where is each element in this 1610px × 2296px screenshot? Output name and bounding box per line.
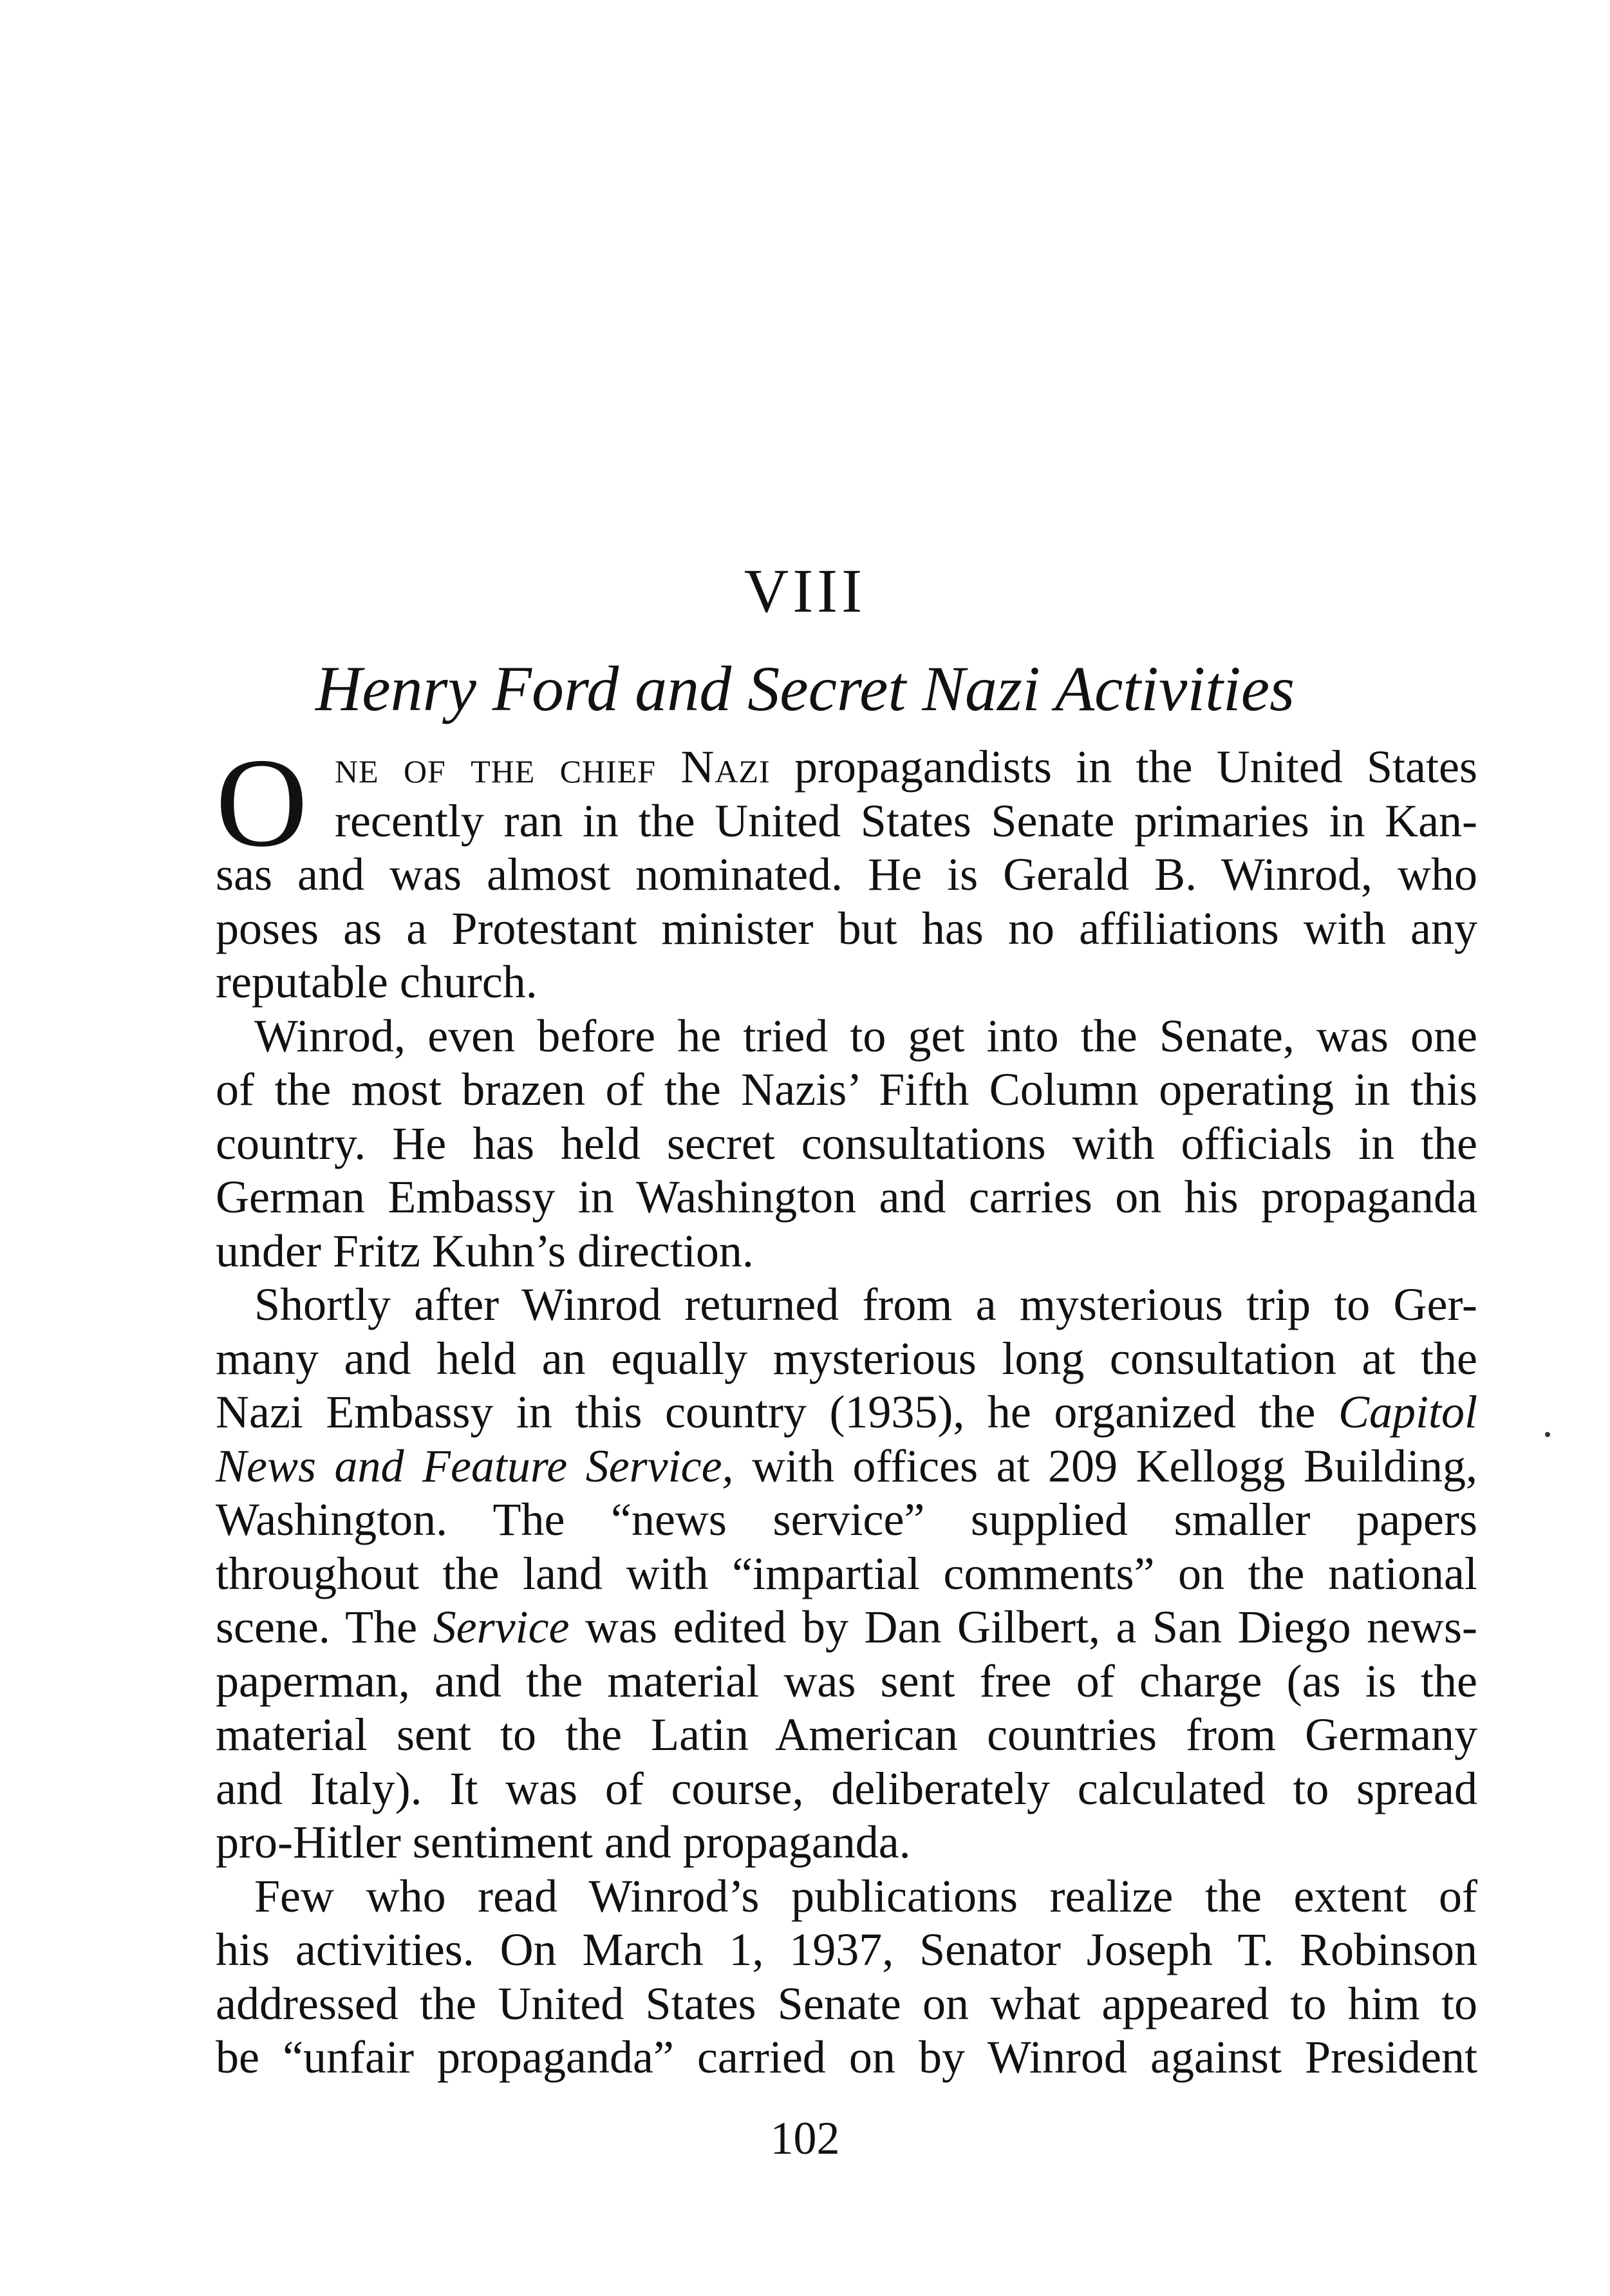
italic-title: Service [433,1601,570,1653]
text-line: his activities. On March 1, 1937, Senator Joseph T. Robinson [216,1924,1477,1975]
text-line: be “unfair propaganda” carried on by Winrod against President [216,2031,1477,2083]
text-line: paperman, and the material was sent free of charge (as is the [216,1655,1477,1707]
text-line: Winrod, even before he tried to get into the Senate, was one [254,1010,1477,1062]
text-line: of the most brazen of the Nazis’ Fifth Column operating in this [216,1064,1477,1115]
drop-cap: O [216,732,308,873]
line-text: propagandists in the United States [770,741,1477,793]
chapter-number: VIII [744,556,866,625]
text-line [216,740,1477,795]
page-number: 102 [770,2113,840,2164]
text-line: addressed the United States Senate on what appeared to him to [216,1977,1477,2029]
text-line: and Italy). It was of course, deliberately calculated to spread [216,1762,1477,1814]
text-line: under Fritz Kuhn’s direction. [216,1225,754,1277]
italic-title: News and Feature Service, [216,1440,734,1492]
text-line: poses as a Protestant minister but has no affiliations with any [216,902,1477,954]
text-line: reputable church. [216,956,538,1008]
text-line: sas and was almost nominated. He is Gerald B. Winrod, who [216,849,1477,900]
stray-ink-mark [1545,1432,1550,1437]
small-caps-lead: ne of the chief Nazi [335,741,771,793]
text-line [216,1386,1477,1440]
italic-title: Capitol [1338,1386,1478,1438]
line-text: was edited by Dan Gilbert, a San Diego news- [585,1601,1478,1653]
text-line: recently ran in the United States Senate primaries in Kan- [335,795,1477,847]
text-line: throughout the land with “impartial comments” on the national [216,1547,1477,1599]
text-line: Few who read Winrod’s publications realize the extent of [254,1870,1477,1922]
line-text: Nazi Embassy in this country (1935), he organized the [216,1386,1316,1438]
text-line: Shortly after Winrod returned from a mysterious trip to Ger- [254,1279,1477,1330]
chapter-title: Henry Ford and Secret Nazi Activities [315,653,1295,724]
text-line: many and held an equally mysterious long consultation at the [216,1332,1477,1384]
line-text: with offices at 209 Kellogg Building, [752,1440,1477,1492]
text-line: Washington. The “news service” supplied smaller papers [216,1494,1477,1545]
text-line [216,1440,1477,1494]
text-line: pro-Hitler sentiment and propaganda. [216,1816,911,1868]
text-line: German Embassy in Washington and carries on his propaganda [216,1171,1477,1223]
text-line: material sent to the Latin American countries from Germany [216,1709,1477,1760]
text-line: country. He has held secret consultations with officials in the [216,1117,1477,1169]
text-line [216,1601,1477,1655]
body-text [216,732,1478,2085]
line-text: scene. The [216,1601,418,1653]
